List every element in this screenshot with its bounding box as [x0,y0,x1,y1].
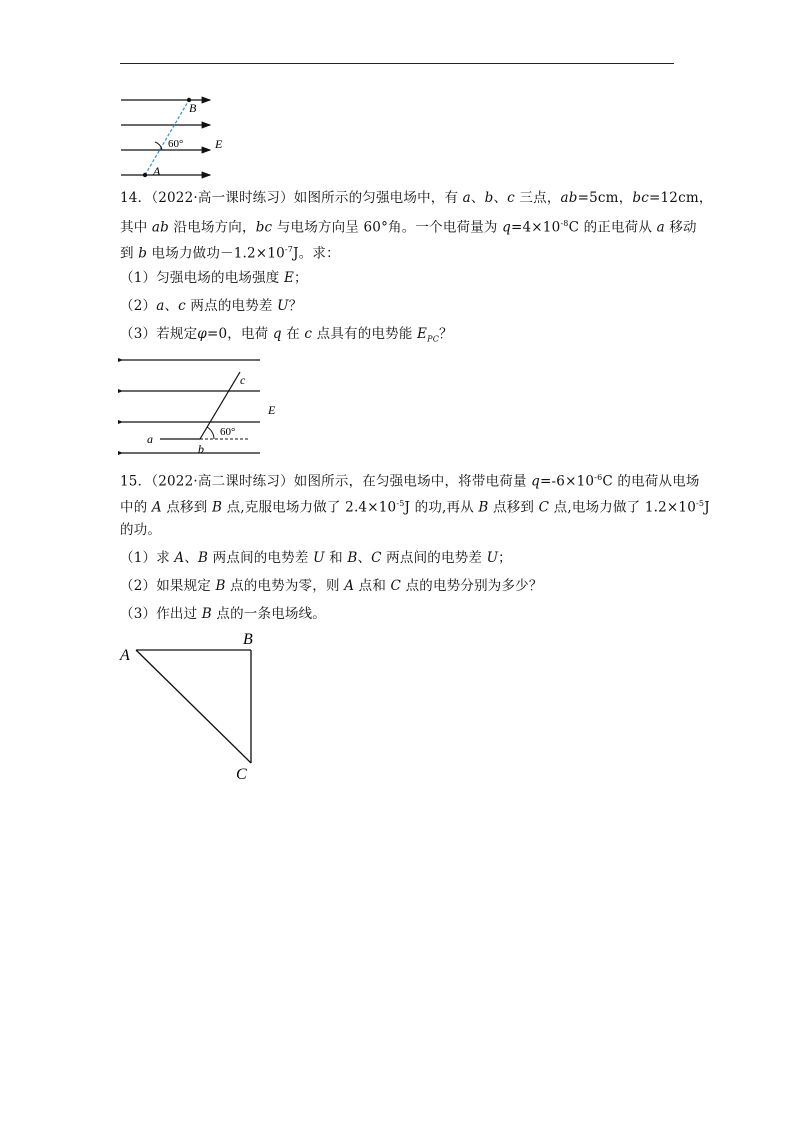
label-a: A [120,647,130,664]
label-b: B [189,101,197,115]
angle-arc [207,427,214,439]
figure-13-field-lines [118,92,228,180]
angle-label: 60° [220,426,236,438]
label-b: b [198,442,204,456]
q15-part-3: （3）作出过 B 点的一条电场线。 [120,606,326,622]
q15-line-1: 15．（2022·高二课时练习）如图所示，在匀强电场中，将带电荷量 $q=-6\times 10^{-6}C$ 的电荷从电场 [120,473,700,490]
label-b: B [243,631,253,648]
q14-line-1: 14．（2022·高一课时练习）如图所示的匀强电场中，有 a、b、c 三点，ab=5cm，bc=12cm， [120,190,713,206]
figure-15-triangle [116,628,266,784]
q14-line-2: 其中 ab 沿电场方向，bc 与电场方向呈 60°角。一个电荷量为 $q=4\times 10^{-8}C$ 的正电荷从 a 移动 [120,219,697,236]
angle-label: 60° [168,138,184,150]
label-e: E [268,403,276,417]
label-a: a [147,432,153,446]
q14-part-3: （3）若规定φ=0，电荷 q 在 c 点具有的电势能 $E_{PC}$？ [120,326,453,344]
q15-part-2: （2）如果规定 B 点的电势为零，则 A 点和 C 点的电势分别为多少？ [120,578,543,594]
q15-line-2: 中的 A 点移到 B 点,克服电场力做了 $2.4\times 10^{-5}J$ 的功,再从 B 点移到 C 点,电场力做了 $1.2\times 10^{-5}J$ [120,499,710,516]
label-a: A [153,164,161,178]
point-a-dot [143,173,147,177]
label-c: C [236,766,247,783]
q15-part-1: （1）求 A、B 两点间的电势差 U 和 B、C 两点间的电势差 U； [120,550,512,566]
side-ac [136,650,251,763]
q14-part-2: （2）a、c 两点的电势差 U？ [120,298,303,314]
q14-line-3: 到 b 电场力做功$-1.2\times 10^{-7}J$。求： [120,245,340,262]
figure-14-field-lines [118,350,288,462]
label-e: E [215,137,223,151]
header-rule [120,63,674,64]
q14-part-1: （1）匀强电场的电场强度 E； [120,270,308,286]
q15-line-3: 的功。 [120,522,162,538]
label-c: c [240,373,246,387]
